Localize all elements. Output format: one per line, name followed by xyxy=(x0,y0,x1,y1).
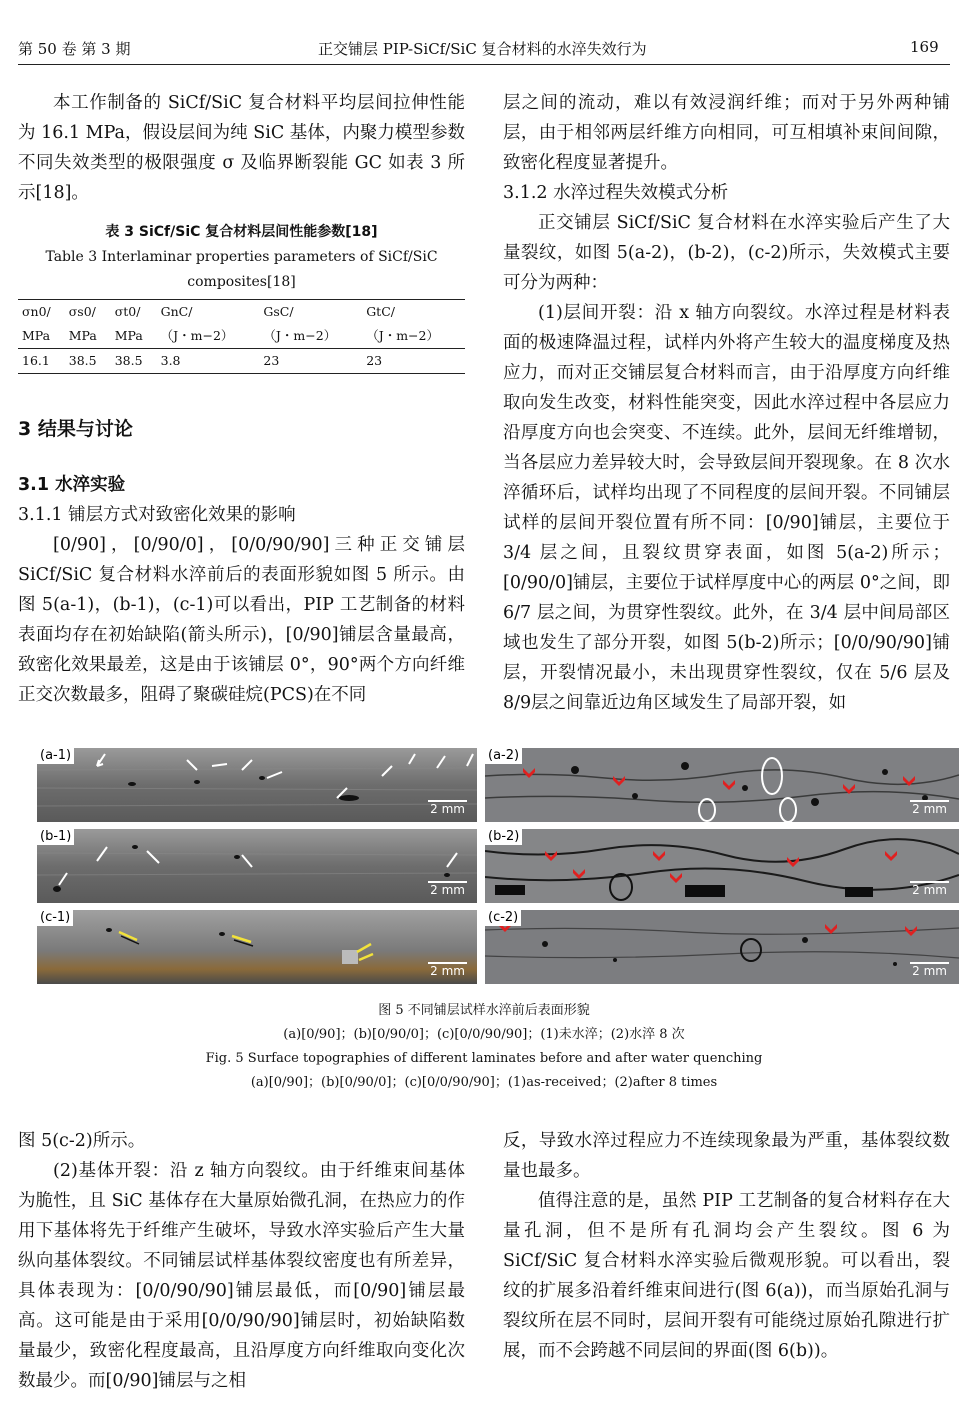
panel-b2 xyxy=(485,829,959,903)
micrograph-c1 xyxy=(37,910,477,984)
figure-5 xyxy=(37,748,959,988)
micrograph-a1 xyxy=(37,748,477,822)
paragraph-fig-ref: 图 5(c-2)所示。 xyxy=(18,1131,146,1151)
panel-label: (c-2) xyxy=(485,910,521,926)
panel-label: (b-1) xyxy=(37,829,74,845)
panel-a1 xyxy=(37,748,477,822)
table-value-cell: 38.5 xyxy=(65,349,111,374)
micrograph-b1 xyxy=(37,829,477,903)
table-header-cell: GtC/ xyxy=(362,300,465,325)
table-header-cell: GnC/ xyxy=(157,300,260,325)
paragraph-micro-morphology: 值得注意的是，虽然 PIP 工艺制备的复合材料存在大量孔洞，但不是所有孔洞均会产生裂纹。图 6 为 SiCf/SiC 复合材料水淬实验后微观形貌。可以看出，裂纹的扩展多沿着纤维束间进行(图 6(a))，而当原始孔洞与裂纹所在层不同时，层间开裂有可能绕过原始孔隙进行扩展，而不会跨越不同层间的界面(图 6(b))。 xyxy=(503,1191,950,1361)
paragraph-continued: 层之间的流动，难以有效浸润纤维；而对于另外两种铺层，由于相邻两层纤维方向相同，可互相填补束间间隙，致密化程度显著提升。 xyxy=(503,93,950,173)
micrograph-a2 xyxy=(485,748,959,822)
paragraph-3-1-1: [0/90]，[0/90/0]，[0/0/90/90]三种正交铺层 SiCf/SiC 复合材料水淬前后的表面形貌如图 5 所示。由图 5(a-1)，(b-1)，(c-1)可以看出，PIP 工艺制备的材料表面均存在初始缺陷(箭头所示)，[0/90]铺层含量最高，致密化效果最差，这是由于该铺层 0°，90°两个方向纤维正交次数最多，阻碍了聚碳硅烷(PCS)在不同 xyxy=(18,535,465,705)
table-unit-cell: MPa xyxy=(22,328,51,343)
panel-label: (b-2) xyxy=(485,829,522,845)
scale-bar: 2 mm xyxy=(912,883,947,897)
table-caption-cn: 表 3 SiCf/SiC 复合材料层间性能参数[18] xyxy=(105,224,378,240)
properties-table xyxy=(18,299,465,374)
figure-caption-cn: 图 5 不同铺层试样水淬前后表面形貌 xyxy=(378,1003,590,1018)
paragraph-mode-2-continued: 反，导致水淬过程应力不连续现象最为严重，基体裂纹数量也最多。 xyxy=(503,1131,950,1181)
bottom-left-column xyxy=(18,1126,465,1396)
paragraph-failure-mode-1: (1)层间开裂：沿 x 轴方向裂纹。水淬过程是材料表面的极速降温过程，试样内外将产生较大的温度梯度及热应力，而对正交铺层复合材料而言，由于沿厚度方向纤维取向发生改变，材料性能突变，因此水淬过程中各层应力沿厚度方向也会突变、不连续。此外，层间无纤维增韧，当各层应力差异较大时，会导致层间开裂现象。在 8 次水淬循环后，试样均出现了不同程度的层间开裂。不同铺层试样的层间开裂位置有所不同：[0/90]铺层，主要位于 3/4 层之间，且裂纹贯穿表面，如图 5(a-2)所示；[0/90/0]铺层，主要位于试样厚度中心的两层 0°之间，即 6/7 层之间，为贯穿性裂纹。此外，在 3/4 层中间局部区域也发生了部分开裂，如图 5(b-2)所示；[0/0/90/90]铺层，开裂情况最小，未出现贯穿性裂纹，仅在 5/6 层及8/9层之间靠近边角区域发生了局部开裂，如 xyxy=(503,303,950,713)
header-rule xyxy=(18,64,950,65)
panel-c1 xyxy=(37,910,477,984)
section-3-1-2-heading: 3.1.2 水淬过程失效模式分析 xyxy=(503,183,729,203)
panel-c2 xyxy=(485,910,959,984)
section-3-heading: 3 结果与讨论 xyxy=(18,418,133,440)
left-column xyxy=(18,88,465,710)
table-header-cell: σn0/ xyxy=(18,300,65,325)
table-value-cell: 23 xyxy=(362,349,465,374)
paragraph-failure-mode-2: (2)基体开裂：沿 z 轴方向裂纹。由于纤维束间基体为脆性，且 SiC 基体存在大量原始微孔洞，在热应力的作用下基体将先于纤维产生破坏，导致水淬实验后产生大量纵向基体裂纹。不同铺层试样基体裂纹密度也有所差异，具体表现为：[0/0/90/90]铺层最低，而[0/90]铺层最高。这可能是由于采用[0/0/90/90]铺层时，初始缺陷数量最少，致密化程度最高，且沿厚度方向纤维取向变化次数最少。而[0/90]铺层与之相 xyxy=(18,1161,465,1391)
table-unit-cell: （J・m−2） xyxy=(160,328,234,343)
figure-caption-cn-sub: (a)[0/90]；(b)[0/90/0]；(c)[0/0/90/90]；(1)未水淬；(2)水淬 8 次 xyxy=(283,1027,685,1042)
scale-bar: 2 mm xyxy=(430,964,465,978)
table-header-cell: σt0/ xyxy=(111,300,157,325)
table-unit-cell: （J・m−2） xyxy=(263,328,337,343)
table-header-cell: σs0/ xyxy=(65,300,111,325)
micrograph-c2 xyxy=(485,910,959,984)
table-unit-cell: （J・m−2） xyxy=(366,328,439,343)
panel-a2 xyxy=(485,748,959,822)
figure-caption-en-sub: (a)[0/90]；(b)[0/90/0]；(c)[0/0/90/90]；(1)as-received；(2)after 8 times xyxy=(250,1075,718,1090)
scale-bar: 2 mm xyxy=(912,802,947,816)
table-caption-en: Table 3 Interlaminar properties parameters of SiCf/SiC composites[18] xyxy=(45,249,438,290)
right-column xyxy=(503,88,950,718)
scale-bar: 2 mm xyxy=(430,883,465,897)
section-3-1-1-heading: 3.1.1 铺层方式对致密化效果的影响 xyxy=(18,505,296,525)
table-header-cell: GsC/ xyxy=(259,300,362,325)
paragraph-intro: 本工作制备的 SiCf/SiC 复合材料平均层间拉伸性能为 16.1 MPa，假设层间为纯 SiC 基体，内聚力模型参数不同失效类型的极限强度 σ 及临界断裂能 GC 如表 3 所示[18]。 xyxy=(18,93,465,203)
section-3-1-heading: 3.1 水淬实验 xyxy=(18,475,126,495)
table-value-cell: 23 xyxy=(259,349,362,374)
figure-caption-en: Fig. 5 Surface topographies of different laminates before and after water quenching xyxy=(205,1051,763,1066)
scale-bar: 2 mm xyxy=(430,802,465,816)
scale-bar: 2 mm xyxy=(912,964,947,978)
panel-label: (a-2) xyxy=(485,748,522,764)
table-unit-cell: MPa xyxy=(114,328,143,343)
micrograph-b2 xyxy=(485,829,959,903)
page-number: 169 xyxy=(910,38,939,56)
panel-label: (c-1) xyxy=(37,910,73,926)
bottom-right-column xyxy=(503,1126,950,1366)
journal-volume: 第 50 卷 第 3 期 xyxy=(18,40,131,58)
table-unit-cell: MPa xyxy=(68,328,97,343)
table-value-cell: 3.8 xyxy=(157,349,260,374)
table-caption xyxy=(18,220,465,295)
panel-b1 xyxy=(37,829,477,903)
running-title: 正交铺层 PIP-SiCf/SiC 复合材料的水淬失效行为 xyxy=(318,40,647,58)
table-value-cell: 38.5 xyxy=(111,349,157,374)
panel-label: (a-1) xyxy=(37,748,74,764)
paragraph-3-1-2: 正交铺层 SiCf/SiC 复合材料在水淬实验后产生了大量裂纹，如图 5(a-2)，(b-2)，(c-2)所示，失效模式主要可分为两种： xyxy=(503,213,950,293)
table-value-cell: 16.1 xyxy=(18,349,65,374)
